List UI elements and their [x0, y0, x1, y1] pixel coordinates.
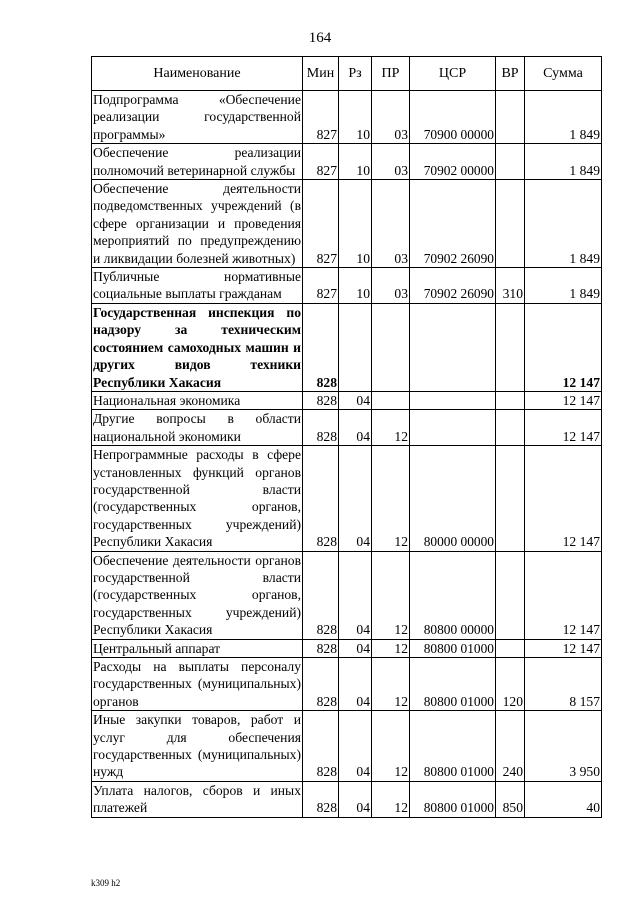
cell-rz: 04 — [339, 711, 372, 782]
cell-name: Государственная инспекция по надзору за техническим состоянием самоходных машин и других видов техники Республики Хакасия — [93, 304, 301, 390]
cell-sum: 3 950 — [525, 711, 602, 782]
cell-name: Другие вопросы в области национальной экономики — [93, 411, 301, 444]
header-vr: ВР — [496, 57, 525, 91]
cell-sum: 1 849 — [525, 180, 602, 268]
cell-csr: 80800 01000 — [410, 658, 496, 711]
cell-csr: 80000 00000 — [410, 446, 496, 551]
cell-pr: 12 — [372, 551, 410, 639]
cell-vr: 310 — [496, 268, 525, 304]
cell-name: Обеспечение деятельности подведомственных учреждений (в сфере организации и проведения мероприятий по предупреждению и ликвидации болезней животных) — [93, 181, 301, 266]
cell-csr: 80800 01000 — [410, 639, 496, 657]
table-body — [92, 91, 602, 818]
cell-rz: 04 — [339, 551, 372, 639]
cell-vr: 240 — [496, 711, 525, 782]
cell-rz: 04 — [339, 639, 372, 657]
cell-min: 827 — [303, 91, 339, 144]
cell-rz: 04 — [339, 410, 372, 446]
cell-sum: 12 147 — [525, 391, 602, 409]
cell-sum: 1 849 — [525, 91, 602, 144]
cell-min: 828 — [303, 639, 339, 657]
cell-name: Расходы на выплаты персоналу государственных (муниципальных) органов — [93, 659, 301, 709]
cell-rz — [339, 303, 372, 391]
table-row — [92, 91, 602, 144]
cell-min: 827 — [303, 268, 339, 304]
cell-csr: 70902 26090 — [410, 268, 496, 304]
cell-name: Обеспечение реализации полномочий ветеринарной службы — [93, 145, 301, 178]
cell-rz: 10 — [339, 180, 372, 268]
cell-pr: 12 — [372, 446, 410, 551]
table-row — [92, 446, 602, 551]
cell-min: 828 — [303, 551, 339, 639]
cell-min: 827 — [303, 144, 339, 180]
cell-csr — [410, 410, 496, 446]
header-rz: Рз — [339, 57, 372, 91]
footer-code: k309 h2 — [91, 878, 121, 888]
cell-sum: 1 849 — [525, 268, 602, 304]
cell-vr — [496, 639, 525, 657]
cell-rz: 10 — [339, 268, 372, 304]
table-header-row — [92, 57, 602, 91]
cell-vr — [496, 551, 525, 639]
cell-name: Непрограммные расходы в сфере установленных функций органов государственной власти (государственных органов, государственных учреждений) Республики Хакасия — [93, 447, 301, 550]
cell-name: Центральный аппарат — [92, 639, 303, 657]
cell-pr: 03 — [372, 180, 410, 268]
cell-min: 828 — [303, 658, 339, 711]
table-row — [92, 410, 602, 446]
cell-name: Иные закупки товаров, работ и услуг для обеспечения государственных (муниципальных) нужд — [93, 712, 301, 780]
cell-sum: 40 — [525, 781, 602, 817]
cell-min: 828 — [303, 303, 339, 391]
cell-csr: 80800 01000 — [410, 781, 496, 817]
cell-vr — [496, 410, 525, 446]
cell-vr — [496, 180, 525, 268]
table-row — [92, 268, 602, 304]
cell-pr: 03 — [372, 91, 410, 144]
cell-vr — [496, 91, 525, 144]
cell-sum: 12 147 — [525, 551, 602, 639]
cell-csr: 70902 26090 — [410, 180, 496, 268]
cell-rz: 04 — [339, 658, 372, 711]
cell-csr: 70900 00000 — [410, 91, 496, 144]
cell-sum: 12 147 — [525, 303, 602, 391]
table-row — [92, 303, 602, 391]
cell-pr — [372, 391, 410, 409]
cell-rz: 04 — [339, 391, 372, 409]
cell-csr — [410, 303, 496, 391]
cell-sum: 12 147 — [525, 639, 602, 657]
cell-name: Национальная экономика — [92, 391, 303, 409]
cell-rz: 04 — [339, 446, 372, 551]
header-sum: Сумма — [525, 57, 602, 91]
budget-table — [91, 56, 602, 818]
cell-pr: 12 — [372, 410, 410, 446]
cell-pr: 12 — [372, 639, 410, 657]
cell-name: Уплата налогов, сборов и иных платежей — [93, 782, 301, 816]
cell-min: 828 — [303, 711, 339, 782]
cell-sum: 1 849 — [525, 144, 602, 180]
table-row — [92, 144, 602, 180]
table-row — [92, 781, 602, 817]
header-min: Мин — [303, 57, 339, 91]
cell-vr: 120 — [496, 658, 525, 711]
table-row — [92, 180, 602, 268]
page-number: 164 — [308, 30, 332, 46]
cell-pr: 03 — [372, 268, 410, 304]
cell-pr: 12 — [372, 781, 410, 817]
cell-sum: 12 147 — [525, 410, 602, 446]
cell-csr: 80800 01000 — [410, 711, 496, 782]
cell-name: Обеспечение деятельности органов государственной власти (государственных органов, государственных учреждений) Республики Хакасия — [93, 552, 301, 638]
cell-vr — [496, 144, 525, 180]
cell-min: 827 — [303, 180, 339, 268]
cell-pr: 12 — [372, 711, 410, 782]
cell-csr — [410, 391, 496, 409]
table-row — [92, 551, 602, 639]
cell-min: 828 — [303, 410, 339, 446]
cell-min: 828 — [303, 446, 339, 551]
cell-rz: 04 — [339, 781, 372, 817]
cell-vr — [496, 391, 525, 409]
cell-vr — [496, 303, 525, 391]
cell-min: 828 — [303, 391, 339, 409]
table-row — [92, 639, 602, 657]
header-pr: ПР — [372, 57, 410, 91]
cell-vr — [496, 446, 525, 551]
table-row — [92, 391, 602, 409]
cell-name: Публичные нормативные социальные выплаты гражданам — [93, 269, 301, 302]
header-csr: ЦСР — [410, 57, 496, 91]
cell-vr: 850 — [496, 781, 525, 817]
cell-min: 828 — [303, 781, 339, 817]
cell-rz: 10 — [339, 144, 372, 180]
cell-name: Подпрограмма «Обеспечение реализации государственной программы» — [93, 92, 301, 142]
table-row — [92, 658, 602, 711]
cell-csr: 70902 00000 — [410, 144, 496, 180]
cell-pr: 03 — [372, 144, 410, 180]
cell-pr — [372, 303, 410, 391]
header-name: Наименование — [92, 57, 303, 91]
cell-sum: 8 157 — [525, 658, 602, 711]
cell-pr: 12 — [372, 658, 410, 711]
cell-rz: 10 — [339, 91, 372, 144]
cell-sum: 12 147 — [525, 446, 602, 551]
cell-csr: 80800 00000 — [410, 551, 496, 639]
table-row — [92, 711, 602, 782]
